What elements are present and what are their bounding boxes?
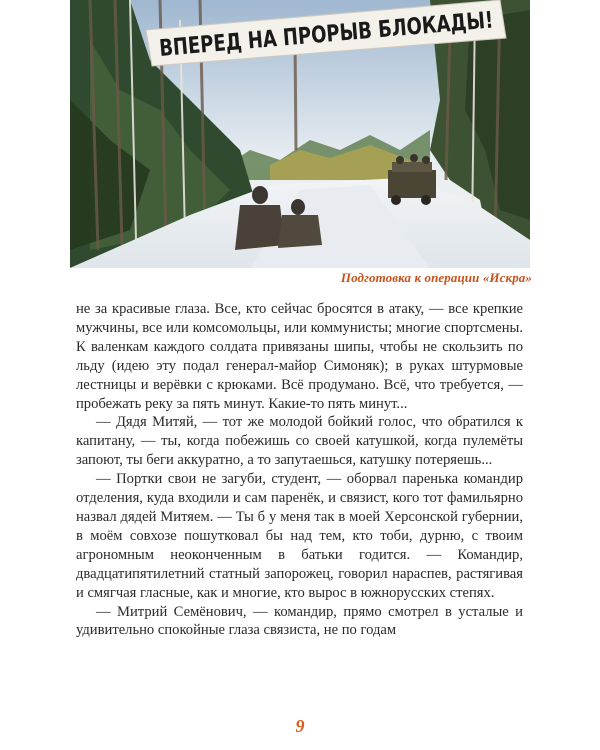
historical-photo <box>70 0 588 268</box>
body-text <box>76 300 523 640</box>
paragraph: не за красивые глаза. Все, кто сейчас бросятся в атаку, — все крепкие мужчины, все или комсомольцы, или коммунисты; многие спортсмены. К валенкам каждого солдата привязаны шипы, чтобы не скользить по льду (идею эту подал генерал-майор Симоняк); в руках штурмовые лестницы и верёвки с крюками. Всё продумано. Всё, что требуется, — пробежать реку за пять минут. Какие-то пять минут... <box>76 301 523 412</box>
page-number: 9 <box>295 716 305 736</box>
paragraph: — Портки свои не загуби, студент, — оборвал паренька командир отделения, куда входили и сам паренёк, и связист, кого тот фамильярно назвал дядей Митяем. — Ты б у меня так в моей Херсонской губернии, в моём совхозе пошутковал бы над тем, кто тоби, дурню, с твоим агрономным неоконченным в батьки годится. — Командир, двадцатипятилетний статный запорожец, говорил нараспев, растягивая и смягчая гласные, как и многие, кто вырос в южнорусских степях. <box>76 471 523 601</box>
banner-text: ВПЕРЕД НА ПРОРЫВ БЛОКАДЫ! <box>158 0 588 62</box>
winter-road-scene <box>70 0 588 268</box>
paragraph: — Дядя Митяй, — тот же молодой бойкий голос, что обратился к капитану, — ты, когда побежишь со своей катушкой, когда пулемёты запоют, ты беги аккуратно, а то запутаешься, катушку потеряешь... <box>76 414 523 469</box>
photo-caption: Подготовка к операции «Искра» <box>340 270 532 285</box>
paragraph: — Митрий Семёнович, — командир, прямо смотрел в усталые и удивительно спокойные глаза связиста, не по годам <box>76 603 523 639</box>
